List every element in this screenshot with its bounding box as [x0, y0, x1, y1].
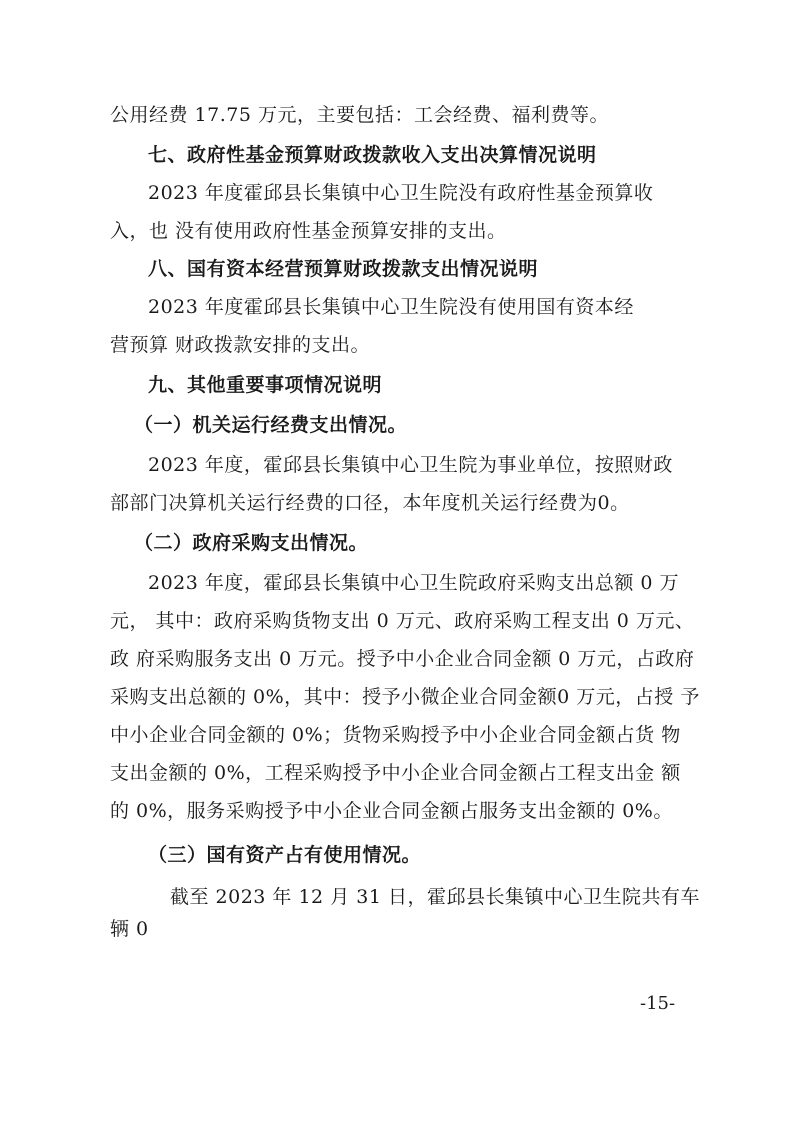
- section-heading-9: 九、其他重要事项情况说明: [148, 374, 383, 396]
- paragraph-line: 公用经费 17.75 万元，主要包括：工会经费、福利费等。: [110, 104, 609, 126]
- paragraph-line: 2023 年度霍邱县长集镇中心卫生院没有政府性基金预算收: [148, 182, 654, 204]
- subsection-heading-3: （三）国有资产占有使用情况。: [148, 844, 422, 866]
- subsection-heading-1: （一）机关运行经费支出情况。: [134, 414, 408, 436]
- section-heading-8: 八、国有资本经营预算财政拨款支出情况说明: [148, 258, 539, 280]
- paragraph-line: 入，也 没有使用政府性基金预算安排的支出。: [110, 220, 507, 242]
- paragraph-line: 2023 年度，霍邱县长集镇中心卫生院为事业单位，按照财政: [148, 454, 673, 476]
- paragraph-line: 辆 0: [110, 918, 149, 940]
- page-number: -15-: [640, 993, 676, 1014]
- paragraph-line: 元， 其中：政府采购货物支出 0 万元、政府采购工程支出 0 万元、: [110, 610, 695, 632]
- paragraph-line: 的 0%，服务采购授予中小企业合同金额占服务支出金额的 0%。: [110, 800, 673, 822]
- paragraph-line: 政 府采购服务支出 0 万元。授予中小企业合同金额 0 万元，占政府: [110, 648, 695, 670]
- paragraph-line: 2023 年度，霍邱县长集镇中心卫生院政府采购支出总额 0 万: [148, 572, 680, 594]
- paragraph-line: 部部门决算机关运行经费的口径，本年度机关运行经费为0。: [110, 492, 630, 514]
- paragraph-line: 支出金额的 0%，工程采购授予中小企业合同金额占工程支出金 额: [110, 762, 681, 784]
- subsection-heading-2: （二）政府采购支出情况。: [134, 532, 369, 554]
- paragraph-line: 截至 2023 年 12 月 31 日，霍邱县长集镇中心卫生院共有车: [170, 886, 700, 908]
- paragraph-line: 中小企业合同金额的 0%；货物采购授予中小企业合同金额占货 物: [110, 724, 681, 746]
- section-heading-7: 七、政府性基金预算财政拨款收入支出决算情况说明: [148, 144, 597, 166]
- paragraph-line: 2023 年度霍邱县长集镇中心卫生院没有使用国有资本经: [148, 296, 634, 318]
- paragraph-line: 采购支出总额的 0%，其中：授予小微企业合同金额0 万元，占授 予: [110, 686, 700, 708]
- paragraph-line: 营预算 财政拨款安排的支出。: [110, 334, 371, 356]
